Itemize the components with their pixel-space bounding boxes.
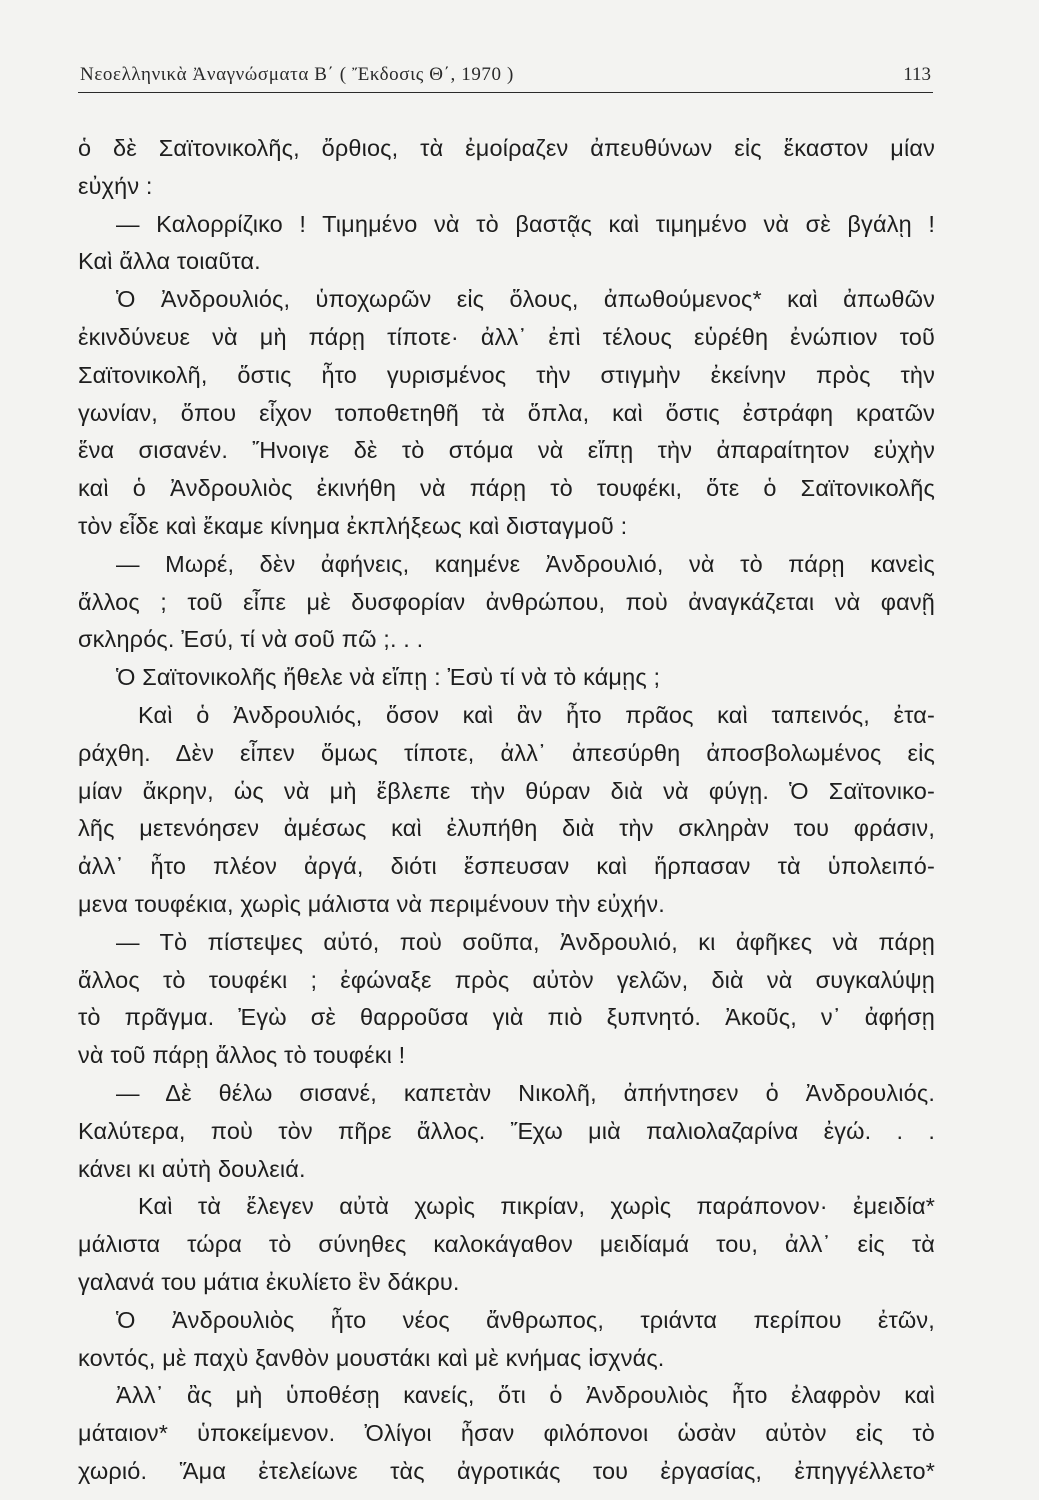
text-line: μάταιον* ὑποκείμενον. Ὀλίγοι ἦσαν φιλόπονοι ὡσὰν αὐτὸν εἰς τὸ — [78, 1420, 935, 1447]
text-line: ἄλλος τὸ τουφέκι ; ἐφώναξε πρὸς αὐτὸν γελῶν, διὰ νὰ συγκαλύψῃ — [78, 966, 935, 993]
text-line: χωριό. Ἅμα ἐτελείωνε τὰς ἀγροτικάς του ἐργασίας, ἐπηγγέλλετο* — [78, 1457, 935, 1484]
text-line: μάλιστα τώρα τὸ σύνηθες καλοκάγαθον μειδίαμά του, ἀλλ᾽ εἰς τὰ — [78, 1231, 935, 1258]
text-line: λῆς μετενόησεν ἀμέσως καὶ ἐλυπήθη διὰ τὴν σκληρὰν του φράσιν, — [78, 815, 935, 842]
text-line: Ὁ Ἀνδρουλιός, ὑποχωρῶν εἰς ὅλους, ἀπωθούμενος* καὶ ἀπωθῶν — [116, 286, 935, 313]
text-line: Καὶ ἄλλα τοιαῦτα. — [78, 248, 261, 275]
text-line: Ὁ Σαϊτονικολῆς ἤθελε νὰ εἴπῃ : Ἐσὺ τί νὰ τὸ κάμῃς ; — [116, 664, 661, 691]
text-line: ἄλλος ; τοῦ εἶπε μὲ δυσφορίαν ἀνθρώπου, ποὺ ἀναγκάζεται νὰ φανῇ — [78, 588, 935, 615]
text-line: Ἀλλ᾽ ἂς μὴ ὑποθέσῃ κανείς, ὅτι ὁ Ἀνδρουλιὸς ἦτο ἐλαφρὸν καὶ — [116, 1382, 935, 1409]
text-line: γωνίαν, ὅπου εἶχον τοποθετηθῆ τὰ ὅπλα, καὶ ὅστις ἐστράφη κρατῶν — [78, 399, 935, 426]
text-line: ἐκινδύνευε νὰ μὴ πάρῃ τίποτε· ἀλλ᾽ ἐπὶ τέλους εὑρέθη ἐνώπιον τοῦ — [78, 323, 935, 350]
text-line: Ὁ Ἀνδρουλιὸς ἦτο νέος ἄνθρωπος, τριάντα περίπου ἐτῶν, — [116, 1306, 935, 1333]
text-line: νὰ τοῦ πάρῃ ἄλλος τὸ τουφέκι ! — [78, 1042, 406, 1069]
body-text — [78, 130, 935, 1491]
text-line: Καὶ τὰ ἔλεγεν αὐτὰ χωρὶς πικρίαν, χωρὶς παράπονον· ἐμειδία* — [138, 1193, 935, 1220]
text-line: Σαϊτονικολῆ, ὅστις ἦτο γυρισμένος τὴν στιγμὴν ἐκείνην πρὸς τὴν — [78, 361, 935, 388]
text-line: τὸν εἶδε καὶ ἔκαμε κίνημα ἐκπλήξεως καὶ δισταγμοῦ : — [78, 512, 628, 539]
text-line: κάνει κι αὐτὴ δουλειά. — [78, 1155, 306, 1182]
text-line: — Καλορρίζικο ! Τιμημένο νὰ τὸ βαστᾷς καὶ τιμημένο νὰ σὲ βγάλῃ ! — [116, 210, 935, 237]
text-line: σκληρός. Ἐσύ, τί νὰ σοῦ πῶ ;. . . — [78, 626, 424, 653]
running-header — [78, 62, 933, 93]
text-line: — Δὲ θέλω σισανέ, καπετὰν Νικολῆ, ἀπήντησεν ὁ Ἀνδρουλιός. — [116, 1079, 935, 1106]
text-line: Καλύτερα, ποὺ τὸν πῆρε ἄλλος. Ἔχω μιὰ παλιολαζαρίνα ἐγώ. . . — [78, 1117, 935, 1144]
text-line: μενα τουφέκια, χωρὶς μάλιστα νὰ περιμένουν τὴν εὐχήν. — [78, 890, 665, 917]
text-line: ράχθη. Δὲν εἶπεν ὅμως τίποτε, ἀλλ᾽ ἀπεσύρθη ἀποσβολωμένος εἰς — [78, 739, 935, 766]
text-line: κοντός, μὲ παχὺ ξανθὸν μουστάκι καὶ μὲ κνήμας ἰσχνάς. — [78, 1344, 665, 1371]
text-line: Καὶ ὁ Ἀνδρουλιός, ὅσον καὶ ἂν ἦτο πρᾶος καὶ ταπεινός, ἐτα- — [138, 701, 935, 728]
text-line: — Τὸ πίστεψες αὐτό, ποὺ σοῦπα, Ἀνδρουλιό, κι ἀφῆκες νὰ πάρῃ — [116, 928, 935, 955]
text-line: εὐχήν : — [78, 172, 153, 199]
text-line: μίαν ἄκρην, ὡς νὰ μὴ ἔβλεπε τὴν θύραν διὰ νὰ φύγῃ. Ὁ Σαϊτονικο- — [78, 777, 935, 804]
text-line: — Μωρέ, δὲν ἀφήνεις, καημένε Ἀνδρουλιό, νὰ τὸ πάρῃ κανεὶς — [116, 550, 935, 577]
page-number: 113 — [903, 64, 931, 85]
header-title: Νεοελληνικὰ Ἀναγνώσματα Β΄ ( Ἔκδοσις Θ΄, 1970 ) — [80, 64, 514, 85]
text-line: ἀλλ᾽ ἦτο πλέον ἀργά, διότι ἔσπευσαν καὶ ἥρπασαν τὰ ὑπολειπό- — [78, 853, 935, 880]
text-line: ὁ δὲ Σαϊτονικολῆς, ὄρθιος, τὰ ἐμοίραζεν ἀπευθύνων εἰς ἕκαστον μίαν — [78, 135, 935, 161]
text-line: καὶ ὁ Ἀνδρουλιὸς ἐκινήθη νὰ πάρῃ τὸ τουφέκι, ὅτε ὁ Σαϊτονικολῆς — [78, 475, 935, 502]
text-line: γαλανά του μάτια ἐκυλίετο ἓν δάκρυ. — [78, 1268, 460, 1295]
text-line: τὸ πρᾶγμα. Ἐγὼ σὲ θαρροῦσα γιὰ πιὸ ξυπνητό. Ἀκοῦς, ν᾽ ἀφήσῃ — [78, 1004, 935, 1031]
text-line: ἕνα σισανέν. Ἤνοιγε δὲ τὸ στόμα νὰ εἴπῃ τὴν ἀπαραίτητον εὐχὴν — [78, 437, 935, 464]
